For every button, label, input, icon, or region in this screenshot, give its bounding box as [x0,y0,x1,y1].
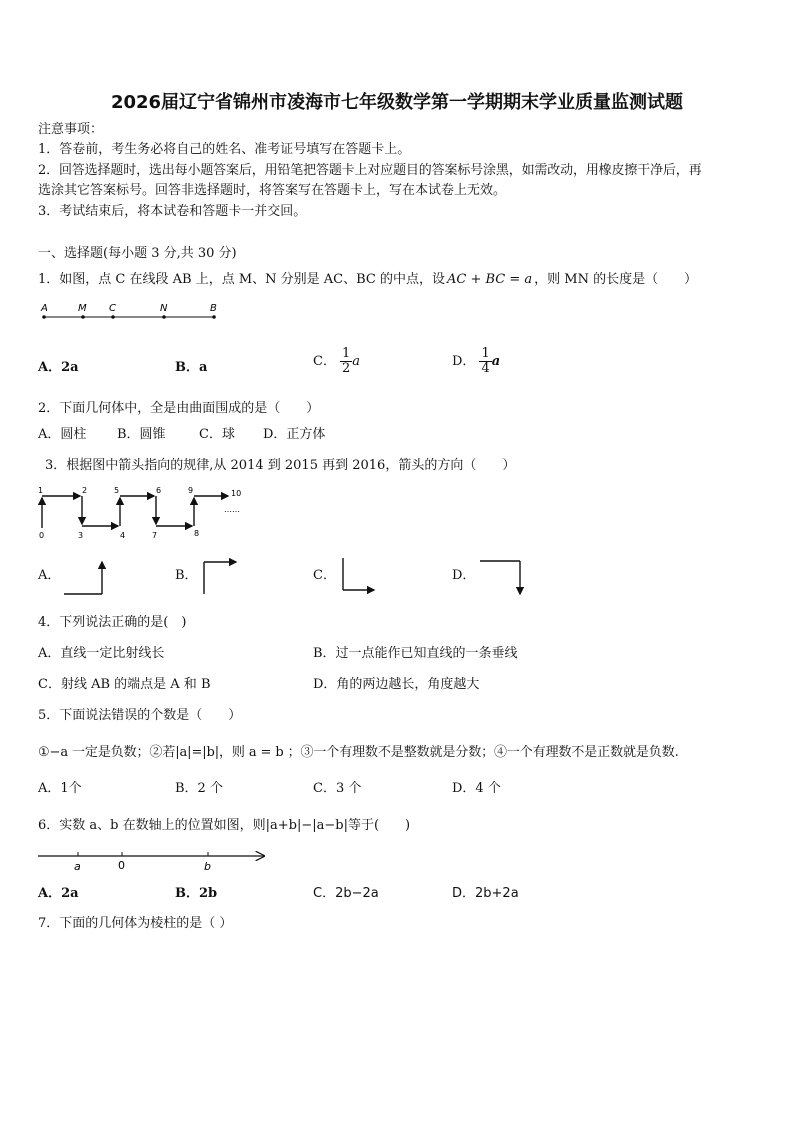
q1-option-d-label: D． [452,353,476,369]
notice-item-1: 1．答卷前，考生务必将自己的姓名、准考证号填写在答题卡上。 [38,142,411,157]
label-4: 4 [120,531,126,540]
q5-option-c: C．3 个 [313,781,362,796]
label-m: M [78,303,87,314]
label-c: C [109,303,116,314]
q4-stem: 4．下列说法正确的是( ) [38,615,187,630]
point-c-dot [111,315,115,319]
notice-heading: 注意事项： [38,122,104,137]
label-6: 6 [156,486,162,495]
q5-option-d: D．4 个 [452,781,501,796]
label-7: 7 [152,531,158,540]
label-9: 9 [188,486,194,495]
q4-option-c: C．射线 AB 的端点是 A 和 B [38,677,211,692]
label-1: 1 [38,486,44,495]
q1-d-numerator: 1 [481,346,490,361]
q3-option-c-label: C． [313,568,336,583]
q3-option-d-arrow [476,556,528,600]
q6-option-a: A．2a [38,886,79,901]
q4-option-a: A．直线一定比射线长 [38,646,165,661]
label-10: 10 [231,489,242,498]
label-b: B [210,303,217,314]
section-heading: 一、选择题(每小题 3 分,共 30 分) [38,246,237,261]
q3-option-b-arrow [200,556,248,598]
q1-d-variable: a [491,353,501,369]
label-5: 5 [114,486,120,495]
q1-c-numerator: 1 [341,346,351,361]
page-title: 2026届辽宁省锦州市凌海市七年级数学第一学期期末学业质量监测试题 [110,92,684,113]
notice-item-3: 3．考试结束后，将本试卷和答题卡一并交回。 [38,204,307,219]
q6-option-c: C．2b−2a [313,886,379,901]
q1-segment-figure [36,300,226,324]
q5-option-a: A．1个 [38,781,82,796]
q1-option-c-fraction [340,347,352,376]
notice-item-2-cont: 选涂其它答案标号。回答非选择题时，将答案写在答题卡上，写在本试卷上无效。 [38,183,507,198]
q1-stem-b: ，则 MN 的长度是（ ） [534,272,698,287]
q3-option-c-arrow [338,556,386,598]
q4-option-b: B．过一点能作已知直线的一条垂线 [313,646,518,661]
point-a-dot [42,315,46,319]
q4-option-d: D．角的两边越长，角度越大 [313,677,480,692]
label-ellipsis: …… [224,505,240,514]
label-0: 0 [39,531,45,540]
q2-stem: 2．下面几何体中，全是由曲面围成的是（ ） [38,401,320,416]
q5-stem: 5．下面说法错误的个数是（ ） [38,708,242,723]
axis-label-0: 0 [118,859,125,872]
q1-c-denominator: 2 [341,361,351,376]
point-b-dot [212,315,216,319]
q6-option-b: B．2b [175,886,218,901]
q1-stem-a: 1．如图，点 C 在线段 AB 上，点 M、N 分别是 AC、BC 的中点，设 [38,272,445,287]
q1-option-d [452,347,500,376]
q3-option-a-arrow [62,556,110,598]
point-m-dot [81,315,85,319]
q3-option-a-label: A． [38,568,61,583]
q1-option-d-fraction [479,347,491,376]
q1-d-denominator: 4 [481,361,490,376]
q5-statements: ①−a 一定是负数；②若|a|=|b|，则 a = b ；③一个有理数不是整数就是分数；④一个有理数不是正数就是负数. [38,745,679,760]
q6-number-line [36,848,272,874]
q3-stem: 3．根据图中箭头指向的规律,从 2014 到 2015 再到 2016，箭头的方向（ ） [45,458,516,473]
label-a: A [41,303,48,314]
q6-option-d: D．2b+2a [452,886,519,901]
q6-stem: 6．实数 a、b 在数轴上的位置如图，则|a+b|−|a−b|等于( ) [38,818,411,833]
q2-option-d: D．正方体 [263,427,326,442]
q2-option-a: A．圆柱 [38,427,87,442]
q1-formula: AC + BC = a [446,272,533,287]
q2-option-b: B．圆锥 [117,427,166,442]
q2-option-c: C．球 [199,427,235,442]
q3-option-b-label: B． [175,568,198,583]
point-n-dot [162,315,166,319]
q1-option-a: A．2a [38,360,79,375]
q1-stem [38,272,697,288]
q3-arrow-pattern-figure [36,484,251,544]
axis-label-b: b [204,860,211,873]
notice-item-2: 2．回答选择题时，选出每小题答案后，用铅笔把答题卡上对应题目的答案标号涂黑，如需改动，用橡皮擦干净后，再 [38,163,702,178]
axis-label-a: a [74,860,81,873]
label-2: 2 [82,486,88,495]
q1-option-c-label: C． [313,353,336,369]
q3-option-d-label: D． [452,568,476,583]
q1-option-c [313,347,360,376]
label-3: 3 [78,531,84,540]
q1-option-b: B．a [175,360,208,375]
q5-option-b: B．2 个 [175,781,223,796]
label-8: 8 [194,529,200,538]
q7-stem: 7．下面的几何体为棱柱的是（ ） [38,916,233,931]
label-n: N [160,303,168,314]
q1-c-variable: a [352,353,360,369]
